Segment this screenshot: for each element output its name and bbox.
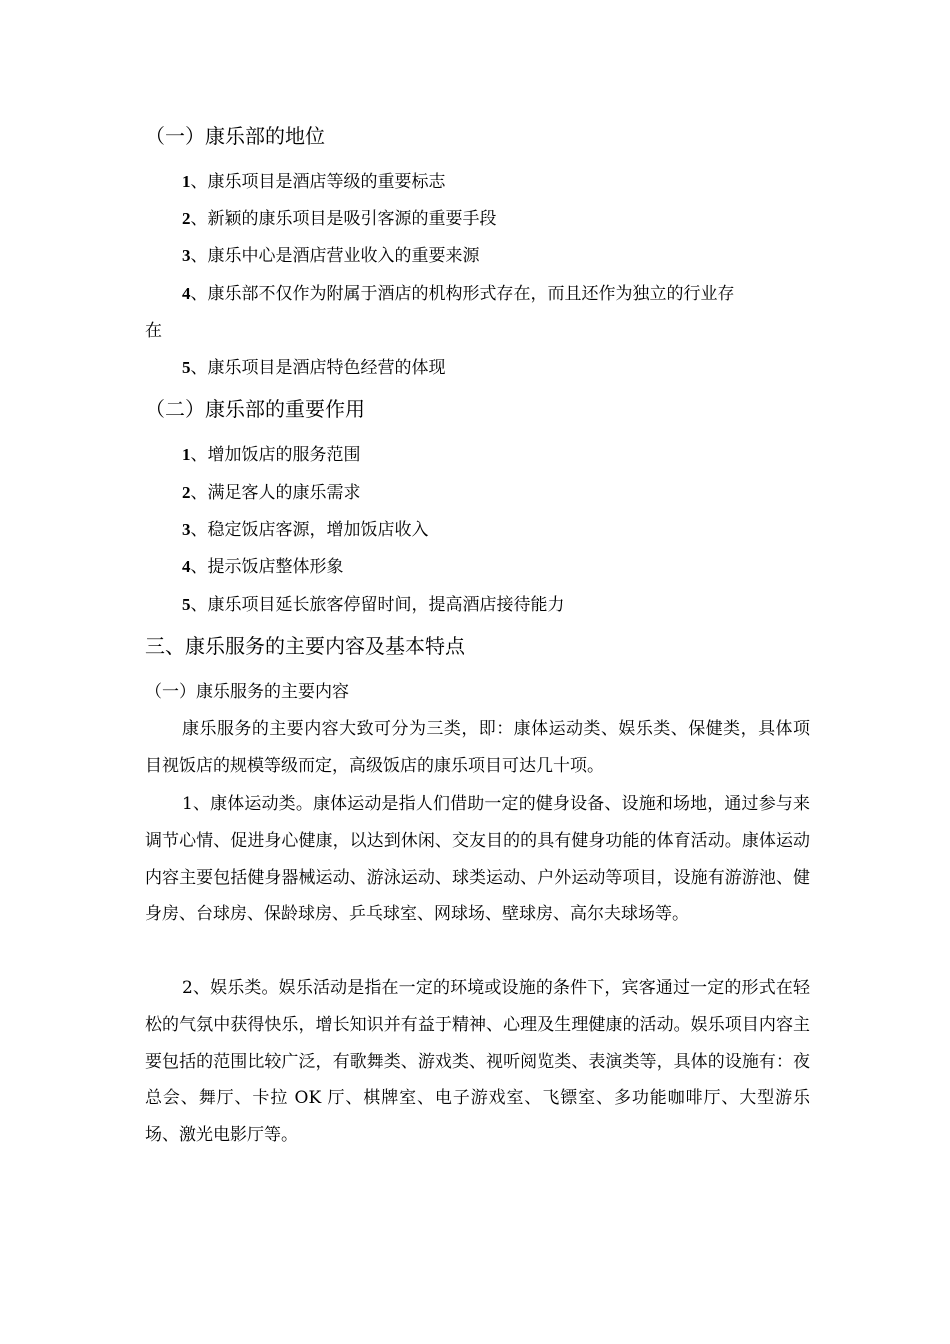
section-heading: （一）康乐部的地位 <box>145 124 325 148</box>
list-item: 2、新颖的康乐项目是吸引客源的重要手段 <box>182 209 497 229</box>
list-item-continuation: 在 <box>145 321 162 341</box>
list-item: 1、增加饭店的服务范围 <box>182 445 361 465</box>
paragraph: 2、娱乐类。娱乐活动是指在一定的环境或设施的条件下，宾客通过一定的形式在轻松的气氛中获得快乐，增长知识并有益于精神、心理及生理健康的活动。娱乐项目内容主要包括的范围比较广泛，有歌舞类、游戏类、视听阅览类、表演类等，具体的设施有：夜总会、舞厅、卡拉 OK 厅、棋牌室、电子游戏室、飞镖室、多功能咖啡厅、大型游乐场、激光电影厅等。 <box>145 978 810 1146</box>
list-item: 1、康乐项目是酒店等级的重要标志 <box>182 172 446 192</box>
list-item: 5、康乐项目是酒店特色经营的体现 <box>182 358 446 378</box>
list-item: 4、康乐部不仅作为附属于酒店的机构形式存在，而且还作为独立的行业存 <box>182 284 735 304</box>
subsection-heading: （一）康乐服务的主要内容 <box>145 682 349 702</box>
paragraph: 1、康体运动类。康体运动是指人们借助一定的健身设备、设施和场地，通过参与来调节心情、促进身心健康，以达到休闲、交友目的的具有健身功能的体育活动。康体运动内容主要包括健身器械运动、游泳运动、球类运动、户外运动等项目，设施有游游池、健身房、台球房、保龄球房、乒乓球室、网球场、壁球房、高尔夫球场等。 <box>145 794 810 925</box>
list-item: 3、康乐中心是酒店营业收入的重要来源 <box>182 246 480 266</box>
paragraph: 康乐服务的主要内容大致可分为三类，即：康体运动类、娱乐类、保健类，具体项目视饭店的规模等级而定，高级饭店的康乐项目可达几十项。 <box>145 719 810 776</box>
list-item: 5、康乐项目延长旅客停留时间，提高酒店接待能力 <box>182 595 565 615</box>
list-item: 4、提示饭店整体形象 <box>182 557 344 577</box>
chapter-heading: 三、康乐服务的主要内容及基本特点 <box>145 634 465 658</box>
list-item: 3、稳定饭店客源，增加饭店收入 <box>182 520 429 540</box>
list-item: 2、满足客人的康乐需求 <box>182 483 361 503</box>
section-heading: （二）康乐部的重要作用 <box>145 397 365 421</box>
